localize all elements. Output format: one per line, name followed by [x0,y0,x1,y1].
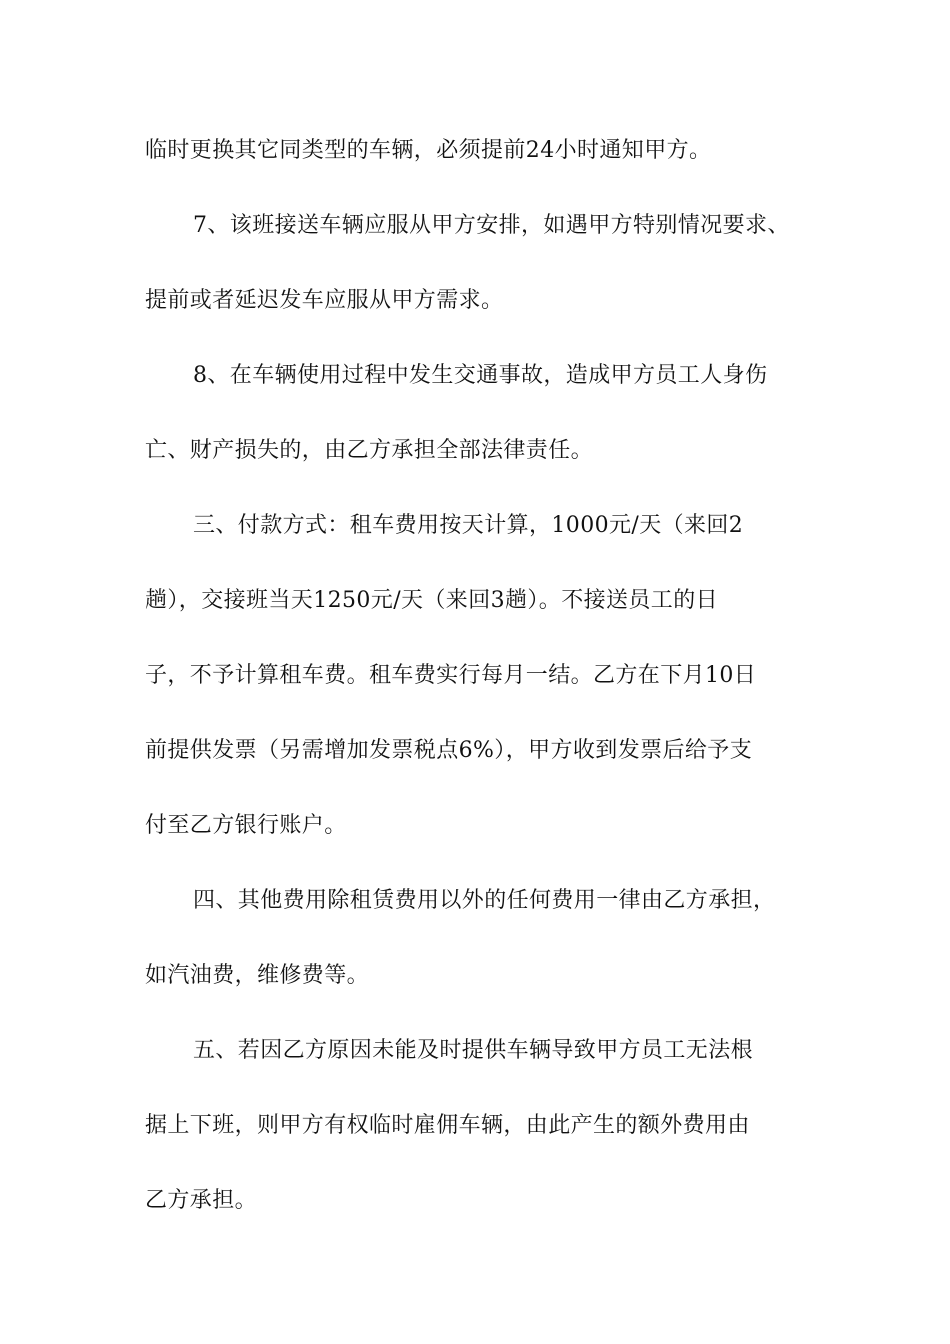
text-line: 前提供发票（另需增加发票税点6%），甲方收到发票后给予支 [145,738,753,763]
text-line: 8、在车辆使用过程中发生交通事故，造成甲方员工人身伤 [193,363,768,388]
text-line: 临时更换其它同类型的车辆，必须提前24小时通知甲方。 [145,138,712,163]
text-line: 据上下班，则甲方有权临时雇佣车辆，由此产生的额外费用由 [145,1113,750,1138]
text-line: 四、其他费用除租赁费用以外的任何费用一律由乙方承担， [193,888,776,913]
text-line: 五、若因乙方原因未能及时提供车辆导致甲方员工无法根 [193,1038,754,1063]
text-line: 提前或者延迟发车应服从甲方需求。 [145,288,504,313]
text-line: 三、付款方式：租车费用按天计算，1000元/天（来回2 [193,513,744,538]
text-line: 7、该班接送车辆应服从甲方安排，如遇甲方特别情况要求、 [193,213,790,238]
text-line: 如汽油费，维修费等。 [145,963,370,988]
text-line: 子，不予计算租车费。租车费实行每月一结。乙方在下月10日 [145,663,757,688]
text-line: 乙方承担。 [145,1188,258,1213]
text-line: 趟），交接班当天1250元/天（来回3趟）。不接送员工的日 [145,588,718,613]
text-line: 亡、财产损失的，由乙方承担全部法律责任。 [145,438,594,463]
text-line: 付至乙方银行账户。 [145,813,347,838]
